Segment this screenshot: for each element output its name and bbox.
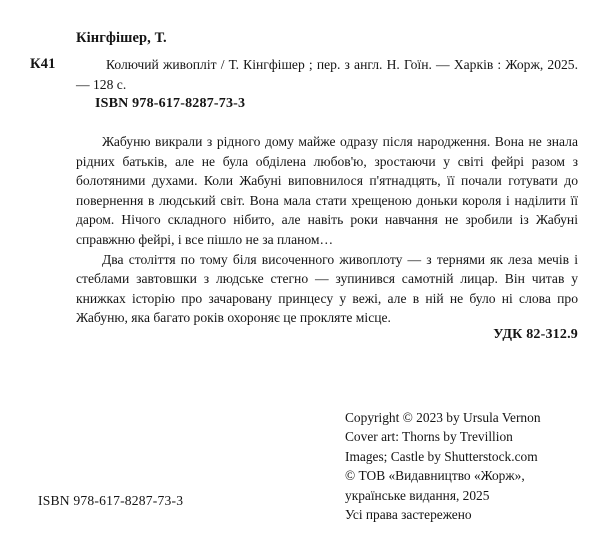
copyright-line: © ТОВ «Видавництво «Жорж», bbox=[345, 468, 525, 484]
cip-shelf-mark: К41 bbox=[30, 56, 56, 72]
cip-description: Колючий живопліт / Т. Кінгфішер ; пер. з англ. Н. Гоїн. — Харків : Жорж, 2025. — 128 с. bbox=[76, 57, 578, 92]
isbn-bottom: ISBN 978-617-8287-73-3 bbox=[38, 493, 184, 508]
udc-classification: УДК 82-312.9 bbox=[493, 327, 578, 342]
copyright-line: Cover art: Thorns by Trevillion bbox=[345, 429, 513, 445]
cip-author: Кінгфішер, Т. bbox=[76, 30, 167, 46]
copyright-line: українське видання, 2025 bbox=[345, 487, 490, 503]
annotation-block bbox=[76, 132, 578, 328]
copyright-block bbox=[345, 408, 595, 524]
cip-isbn: ISBN 978-617-8287-73-3 bbox=[95, 96, 246, 111]
annotation-paragraph: Два століття по тому біля височенного живоплоту — з тернями як леза мечів і стеблами завтовшки з людське стегно — зупинився самотній лицар. Він читав у книжках історію про зачаровану принцесу у вежі, але в ній не було ні слова про Жабуню, яка багато років охороняє це прокляте місце. bbox=[76, 251, 578, 326]
copyright-line: Images; Castle by Shutterstock.com bbox=[345, 448, 538, 464]
copyright-line: Усі права застережено bbox=[345, 507, 472, 523]
copyright-line: Copyright © 2023 by Ursula Vernon bbox=[345, 410, 541, 425]
annotation-paragraph: Жабуню викрали з рідного дому майже одразу після народження. Вона не знала рідних батьків, але не була обділена любов'ю, зростаючи у світі фейрі разом з болотяними духами. Коли Жабуні виповнилося п'ятнадцять, її почали готувати до повернення в людський світ. Вона мала стати хрещеною доньки короля і наділити її даром. Нічого складного нібито, але навіть роки навчання не зробили із Жабуні справжню фейрі, і все пішло не за планом… bbox=[76, 134, 578, 247]
